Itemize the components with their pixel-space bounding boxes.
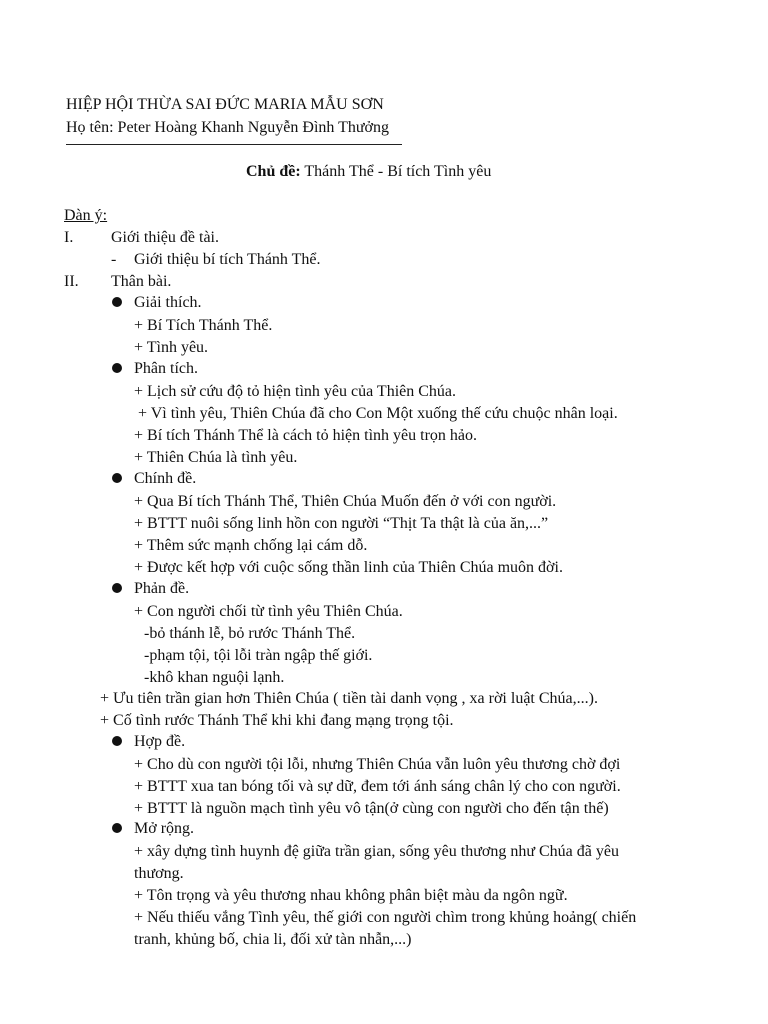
subsection-title: Phản đề. <box>134 580 190 597</box>
list-item: + Tôn trọng và yêu thương nhau không phân biệt màu da ngôn ngữ. <box>134 887 568 904</box>
bullet-icon <box>112 736 122 746</box>
outline-heading: Dàn ý: <box>64 207 108 224</box>
subsection-title: Giải thích. <box>134 294 202 311</box>
list-item: + Thiên Chúa là tình yêu. <box>134 449 298 466</box>
list-item: + BTTT nuôi sống linh hồn con người “Thịt Ta thật là của ăn,...” <box>134 515 549 532</box>
bullet-icon <box>112 363 122 373</box>
list-item: + Nếu thiếu vắng Tình yêu, thế giới con người chìm trong khủng hoảng( chiến <box>134 909 637 926</box>
list-item: + Lịch sử cứu độ tỏ hiện tình yêu của Thiên Chúa. <box>134 383 457 400</box>
list-item: + xây dựng tình huynh đệ giữa trần gian, sống yêu thương như Chúa đã yêu <box>134 843 619 860</box>
bullet-icon <box>112 823 122 833</box>
list-item: + BTTT là nguồn mạch tình yêu vô tận(ở cùng con người cho đến tận thế) <box>134 800 609 817</box>
section-number: I. <box>64 229 74 246</box>
list-item: + Bí Tích Thánh Thể. <box>134 317 273 334</box>
topic-label: Chủ đề: <box>246 163 301 180</box>
list-item-continuation: tranh, khủng bố, chia li, đối xử tàn nhẫn,...) <box>134 931 412 948</box>
list-item-continuation: thương. <box>134 865 184 882</box>
topic-value: Thánh Thể - Bí tích Tình yêu <box>304 163 492 180</box>
bullet-icon <box>112 297 122 307</box>
sub-item: -phạm tội, tội lỗi tràn ngập thế giới. <box>144 647 373 664</box>
subsection-title: Chính đề. <box>134 470 197 487</box>
section-title: Thân bài. <box>111 273 172 290</box>
list-dash: - <box>111 251 117 268</box>
section-title: Giới thiệu đề tài. <box>111 229 219 246</box>
list-item: + Cố tình rước Thánh Thể khi khi đang mạng trọng tội. <box>100 712 454 729</box>
list-item: Giới thiệu bí tích Thánh Thể. <box>134 251 321 268</box>
subsection-title: Phân tích. <box>134 360 198 377</box>
bullet-icon <box>112 583 122 593</box>
list-item: + Ưu tiên trần gian hơn Thiên Chúa ( tiền tài danh vọng , xa rời luật Chúa,...). <box>100 690 598 707</box>
subsection-title: Hợp đề. <box>134 733 186 750</box>
bullet-icon <box>112 473 122 483</box>
section-number: II. <box>64 273 79 290</box>
list-item: + Vì tình yêu, Thiên Chúa đã cho Con Một xuống thế cứu chuộc nhân loại. <box>138 405 618 422</box>
list-item: + Qua Bí tích Thánh Thể, Thiên Chúa Muốn đến ở với con người. <box>134 493 557 510</box>
list-item: + Bí tích Thánh Thể là cách tỏ hiện tình yêu trọn hảo. <box>134 427 478 444</box>
list-item: + Thêm sức mạnh chống lại cám dỗ. <box>134 537 368 554</box>
list-item: + Con người chối từ tình yêu Thiên Chúa. <box>134 603 403 620</box>
org-name: HIỆP HỘI THỪA SAI ĐỨC MARIA MẪU SƠN <box>66 96 384 113</box>
sub-item: -khô khan nguội lạnh. <box>144 669 285 686</box>
sub-item: -bỏ thánh lễ, bỏ rước Thánh Thể. <box>144 625 356 642</box>
topic-line <box>246 162 491 182</box>
author-name-line: Họ tên: Peter Hoàng Khanh Nguyễn Đình Thưởng <box>66 119 390 136</box>
header-divider <box>66 144 402 145</box>
list-item: + BTTT xua tan bóng tối và sự dữ, đem tới ánh sáng chân lý cho con người. <box>134 778 621 795</box>
list-item: + Cho dù con người tội lỗi, nhưng Thiên Chúa vẫn luôn yêu thương chờ đợi <box>134 756 621 773</box>
subsection-title: Mở rộng. <box>134 820 195 837</box>
list-item: + Tình yêu. <box>134 339 209 356</box>
list-item: + Được kết hợp với cuộc sống thần linh của Thiên Chúa muôn đời. <box>134 559 563 576</box>
